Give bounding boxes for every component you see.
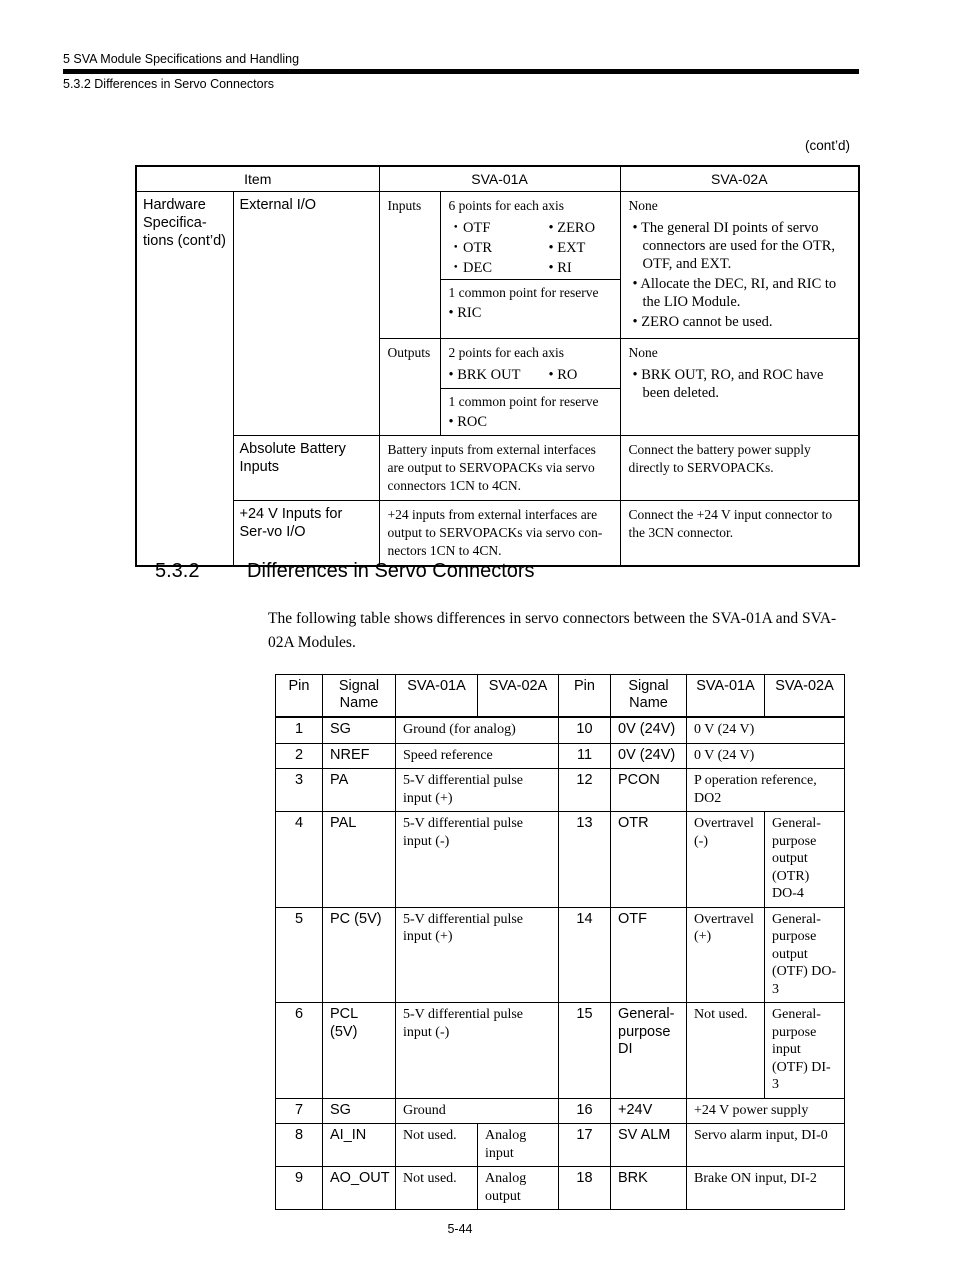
- pin-cell: 14: [559, 907, 611, 1003]
- inputs-02a-none: None: [628, 198, 658, 213]
- signal-cell: OTR: [611, 812, 687, 908]
- outputs-sva01a-cell: [440, 339, 620, 436]
- inputs-sva02a-cell: [620, 192, 859, 339]
- output-point: • BRK OUT: [448, 367, 521, 383]
- pin-cell: 4: [276, 812, 323, 908]
- outputs-label: Outputs: [379, 339, 440, 436]
- signal-cell: SV ALM: [611, 1124, 687, 1167]
- inputs-label: Inputs: [379, 192, 440, 339]
- outputs-common-point: • ROC: [448, 414, 488, 430]
- pin-cell: 10: [559, 717, 611, 743]
- signal-cell: General-purpose DI: [611, 1003, 687, 1099]
- signal-cell: AO_OUT: [323, 1167, 396, 1210]
- pin-cell: 17: [559, 1124, 611, 1167]
- outputs-02a-none: None: [628, 345, 658, 360]
- sva01a-cell: Not used.: [396, 1124, 478, 1167]
- col-pin: Pin: [276, 675, 323, 718]
- col-signal: Signal Name: [611, 675, 687, 718]
- signal-cell: NREF: [323, 743, 396, 769]
- pin-cell: 16: [559, 1098, 611, 1124]
- pin-cell: 11: [559, 743, 611, 769]
- pin-cell: 1: [276, 717, 323, 743]
- table-row: [276, 769, 845, 812]
- sva02a-cell: Analog output: [478, 1167, 559, 1210]
- pin-cell: 6: [276, 1003, 323, 1099]
- continued-label: (cont’d): [804, 138, 850, 153]
- signal-cell: SG: [323, 717, 396, 743]
- sva02a-cell: General-purpose output (OTF) DO-3: [765, 907, 845, 1003]
- inputs-02a-bullet: • The general DI points of servo connectors are used for the OTR, OTF, and EXT.: [632, 220, 835, 272]
- desc-cell: Brake ON input, DI-2: [687, 1167, 845, 1210]
- v24-sva02a: Connect the +24 V input connector to the 3CN connector.: [620, 501, 859, 567]
- signal-cell: 0V (24V): [611, 743, 687, 769]
- desc-cell: +24 V power supply: [687, 1098, 845, 1124]
- pin-cell: 9: [276, 1167, 323, 1210]
- battery-sva02a: Connect the battery power supply directly to SERVOPACKs.: [620, 436, 859, 501]
- outputs-points-block: [441, 339, 620, 389]
- desc-cell: 5-V differential pulse input (-): [396, 1003, 559, 1099]
- pin-cell: 5: [276, 907, 323, 1003]
- desc-cell: Speed reference: [396, 743, 559, 769]
- desc-cell: Ground (for analog): [396, 717, 559, 743]
- signal-cell: OTF: [611, 907, 687, 1003]
- outputs-02a-bullet: • BRK OUT, RO, and ROC have been deleted.: [632, 367, 824, 401]
- external-io-label: External I/O: [233, 192, 379, 436]
- sva01a-cell: Not used.: [687, 1003, 765, 1099]
- header-sva02a: SVA-02A: [620, 166, 859, 192]
- intro-paragraph: The following table shows differences in servo connectors between the SVA-01A and SVA-02A Modules.: [268, 610, 837, 651]
- table-row: [276, 743, 845, 769]
- pin-cell: 7: [276, 1098, 323, 1124]
- signal-cell: PCL (5V): [323, 1003, 396, 1099]
- battery-sva01a: Battery inputs from external interfaces are output to SERVOPACKs via servo connectors 1CN to 4CN.: [379, 436, 620, 501]
- inputs-points-block: [441, 192, 620, 280]
- col-sva01a: SVA-01A: [687, 675, 765, 718]
- sva01a-cell: Not used.: [396, 1167, 478, 1210]
- sva02a-cell: General-purpose output (OTR) DO-4: [765, 812, 845, 908]
- v24-label: +24 V Inputs for Ser-vo I/O: [233, 501, 379, 567]
- inputs-02a-bullet: • ZERO cannot be used.: [632, 314, 773, 330]
- signal-cell: SG: [323, 1098, 396, 1124]
- outputs-common: 1 common point for reserve: [448, 394, 599, 409]
- servo-connector-table: [275, 674, 845, 1210]
- table-row: [276, 1124, 845, 1167]
- sva02a-cell: General-purpose input (OTF) DI-3: [765, 1003, 845, 1099]
- input-point: ・OTF: [448, 220, 491, 236]
- col-pin: Pin: [559, 675, 611, 718]
- signal-cell: BRK: [611, 1167, 687, 1210]
- sva02a-cell: Analog input: [478, 1124, 559, 1167]
- col-sva01a: SVA-01A: [396, 675, 478, 718]
- outputs-head: 2 points for each axis: [448, 345, 564, 360]
- hardware-spec-table: [135, 165, 860, 567]
- signal-cell: +24V: [611, 1098, 687, 1124]
- header-rule: [63, 69, 859, 74]
- pin-cell: 12: [559, 769, 611, 812]
- section-number: 5.3.2: [155, 560, 200, 582]
- sva01a-cell: Overtravel (-): [687, 812, 765, 908]
- outputs-sva02a-cell: [620, 339, 859, 436]
- sva01a-cell: Overtravel (+): [687, 907, 765, 1003]
- pin-cell: 3: [276, 769, 323, 812]
- table-row: [276, 1003, 845, 1099]
- table-row: [276, 907, 845, 1003]
- input-point: ・OTR: [448, 240, 493, 256]
- section-header: 5.3.2 Differences in Servo Connectors: [63, 77, 274, 91]
- signal-cell: PA: [323, 769, 396, 812]
- inputs-common: 1 common point for reserve: [448, 285, 599, 300]
- desc-cell: Ground: [396, 1098, 559, 1124]
- desc-cell: 5-V differential pulse input (-): [396, 812, 559, 908]
- category-cell: Hardware Specifica-tions (cont’d): [136, 192, 233, 567]
- table-row: [276, 1098, 845, 1124]
- col-sva02a: SVA-02A: [765, 675, 845, 718]
- outputs-common-block: [441, 389, 620, 435]
- section-title: Differences in Servo Connectors: [247, 560, 535, 582]
- header-sva01a: SVA-01A: [379, 166, 620, 192]
- desc-cell: 0 V (24 V): [687, 743, 845, 769]
- desc-cell: 5-V differential pulse input (+): [396, 907, 559, 1003]
- signal-cell: PCON: [611, 769, 687, 812]
- inputs-common-block: [441, 280, 620, 326]
- signal-cell: AI_IN: [323, 1124, 396, 1167]
- inputs-sva01a-cell: [440, 192, 620, 339]
- input-point: • ZERO: [548, 220, 596, 236]
- chapter-header: 5 SVA Module Specifications and Handling: [63, 52, 300, 66]
- signal-cell: PC (5V): [323, 907, 396, 1003]
- inputs-02a-bullet: • Allocate the DEC, RI, and RIC to the LIO Module.: [632, 276, 837, 310]
- running-header: [63, 52, 859, 91]
- output-point: • RO: [548, 367, 578, 383]
- pin-cell: 15: [559, 1003, 611, 1099]
- section-heading: [155, 560, 535, 583]
- header-item: Item: [136, 166, 379, 192]
- battery-label: Absolute Battery Inputs: [233, 436, 379, 501]
- pin-cell: 13: [559, 812, 611, 908]
- signal-cell: PAL: [323, 812, 396, 908]
- inputs-common-point: • RIC: [448, 305, 482, 321]
- pin-cell: 8: [276, 1124, 323, 1167]
- pin-cell: 2: [276, 743, 323, 769]
- desc-cell: Servo alarm input, DI-0: [687, 1124, 845, 1167]
- table-row: [276, 812, 845, 908]
- page-number: 5-44: [447, 1222, 473, 1236]
- signal-cell: 0V (24V): [611, 717, 687, 743]
- col-signal: Signal Name: [323, 675, 396, 718]
- desc-cell: P operation reference, DO2: [687, 769, 845, 812]
- table-row: [276, 717, 845, 743]
- desc-cell: 0 V (24 V): [687, 717, 845, 743]
- v24-sva01a: +24 inputs from external interfaces are output to SERVOPACKs via servo con-nectors 1CN to 4CN.: [379, 501, 620, 567]
- input-point: • EXT: [548, 240, 586, 256]
- col-sva02a: SVA-02A: [478, 675, 559, 718]
- pin-cell: 18: [559, 1167, 611, 1210]
- table-row: [276, 1167, 845, 1210]
- desc-cell: 5-V differential pulse input (+): [396, 769, 559, 812]
- input-point: • RI: [548, 260, 572, 276]
- input-point: ・DEC: [448, 260, 493, 276]
- inputs-head: 6 points for each axis: [448, 198, 564, 213]
